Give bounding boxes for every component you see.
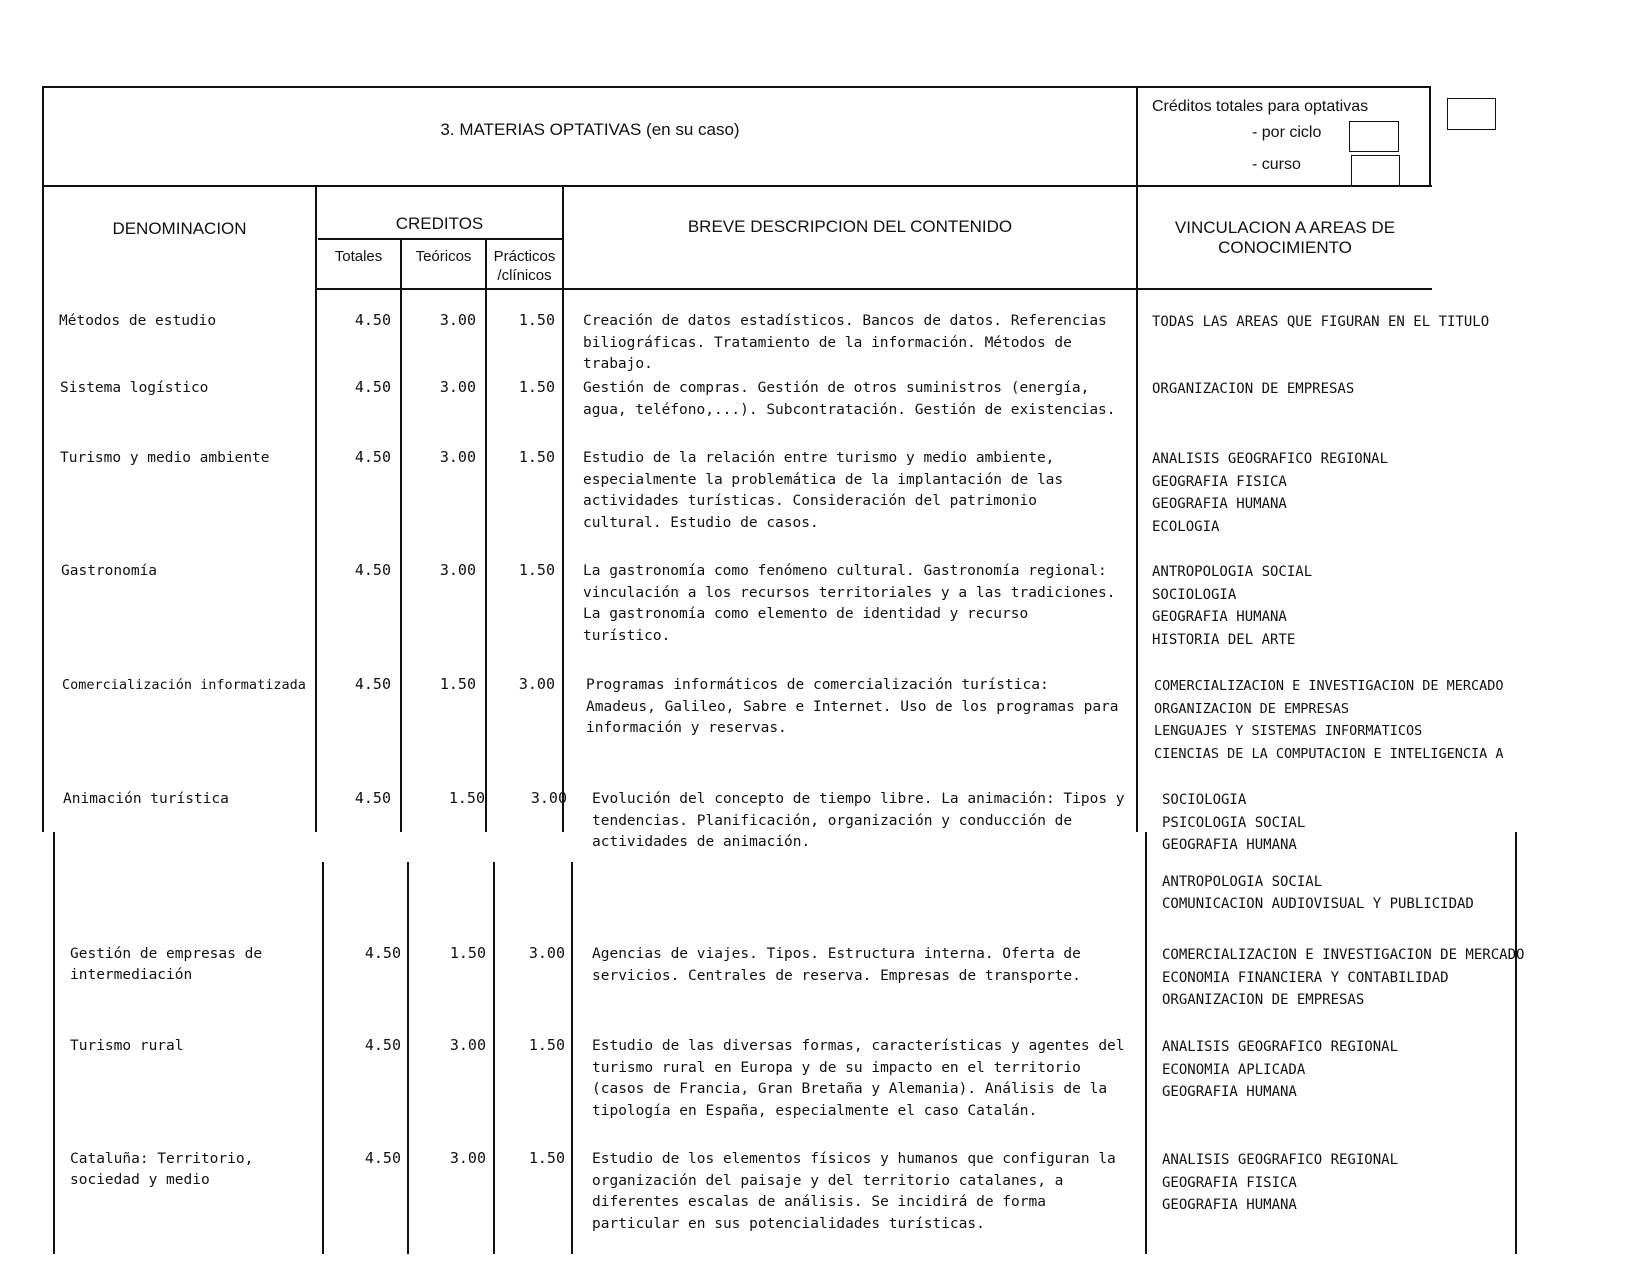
credits-total-box[interactable] [1447, 98, 1496, 130]
credits-total-label: Créditos totales para optativas [1152, 98, 1369, 115]
creditos-header: CREDITOS [395, 214, 484, 233]
row-areas [1162, 789, 1542, 916]
row-desc: Agencias de viajes. Tipos. Estructura interna. Oferta de servicios. Centrales de reserva. Empresas de transporte. [592, 946, 1081, 984]
row-teoricos: 1.50 [439, 675, 476, 693]
row-practicos: 1.50 [518, 311, 555, 329]
credits-por-ciclo-label: - por ciclo [1252, 124, 1322, 141]
area-item: TODAS LAS AREAS QUE FIGURAN EN EL TITULO [1152, 314, 1490, 330]
teoricos-header: Teóricos [415, 248, 472, 265]
area-item: ANALISIS GEOGRAFICO REGIONAL [1162, 1152, 1399, 1168]
area-item: GEOGRAFIA HUMANA [1152, 496, 1287, 512]
row-name-turismo-rural: Turismo rural [70, 1038, 184, 1054]
row-desc: Estudio de las diversas formas, características y agentes del turismo rural en Europa y de su impacto en el territorio (casos de Francia, Gran Bretaña y Alemania). Análisis de la tipología en España, especialmente el caso Catalán. [592, 1038, 1125, 1119]
row-practicos: 1.50 [518, 378, 555, 396]
col-sep-practicos-lower [571, 862, 573, 1254]
col-sep-totales [400, 239, 402, 832]
row-name-animacion: Animación turística [63, 791, 229, 807]
row-practicos: 1.50 [528, 1036, 565, 1054]
practicos-header-2: /clínicos [497, 267, 552, 284]
row-teoricos: 3.00 [439, 448, 476, 466]
section-title: 3. MATERIAS OPTATIVAS (en su caso) [440, 120, 740, 139]
row-totales: 4.50 [354, 378, 391, 396]
area-item: ECONOMIA FINANCIERA Y CONTABILIDAD [1162, 969, 1449, 986]
row-name-gastronomia: Gastronomía [61, 563, 158, 579]
area-item: PSICOLOGIA SOCIAL [1162, 814, 1306, 831]
area-item: GEOGRAFIA HUMANA [1162, 1197, 1297, 1213]
row-totales: 4.50 [364, 1149, 401, 1167]
col-sep-teoricos [485, 239, 487, 832]
row-practicos: 1.50 [528, 1149, 565, 1167]
vinculacion-header-2: CONOCIMIENTO [1218, 238, 1352, 257]
row-areas [1152, 311, 1532, 334]
area-item: CIENCIAS DE LA COMPUTACION E INTELIGENCIA A [1154, 745, 1504, 762]
row-areas [1152, 448, 1532, 538]
row-totales: 4.50 [354, 448, 391, 466]
area-item: SOCIOLOGIA [1152, 586, 1237, 603]
row-desc: Gestión de compras. Gestión de otros suministros (energía, agua, teléfono,...). Subcontratación. Gestión de existencias. [583, 380, 1116, 418]
row-totales: 4.50 [354, 789, 391, 807]
area-item: ANALISIS GEOGRAFICO REGIONAL [1162, 1039, 1399, 1055]
row-teoricos: 3.00 [439, 378, 476, 396]
row-desc: Estudio de la relación entre turismo y medio ambiente, especialmente la problemática de la implantación de las actividades turísticas. Consideración del patrimonio cultural. Estudio de casos. [583, 450, 1064, 531]
row-name-metodos: Métodos de estudio [59, 313, 217, 329]
col-sep-totales-lower [407, 862, 409, 1254]
row-desc: La gastronomía como fenómeno cultural. Gastronomía regional: vinculación a los recursos territoriales y a las tradiciones. La gastronomía como elemento de identidad y recurso turístico. [583, 563, 1116, 644]
table-right-border [1429, 86, 1431, 186]
row-practicos: 1.50 [518, 561, 555, 579]
vinculacion-header-1: VINCULACION A AREAS DE [1174, 218, 1396, 237]
table-top-border [42, 86, 1430, 88]
col-sep-name [315, 186, 317, 832]
area-item [1162, 857, 1542, 871]
row-areas [1162, 1036, 1542, 1104]
area-item: ORGANIZACION DE EMPRESAS [1154, 700, 1350, 717]
credits-por-ciclo-box[interactable] [1349, 121, 1399, 152]
row-areas [1154, 675, 1534, 765]
col-sep-name-lower [322, 862, 324, 1254]
area-item: ANTROPOLOGIA SOCIAL [1162, 873, 1323, 890]
area-item: GEOGRAFIA FISICA [1152, 473, 1287, 490]
row-name-turismo-medio: Turismo y medio ambiente [60, 450, 270, 466]
row-totales: 4.50 [354, 561, 391, 579]
row-name-intermediacion: Gestión de empresas de intermediación [70, 946, 263, 983]
row-name-comercializacion: Comercialización informatizada [62, 677, 306, 693]
row-name-logistico: Sistema logístico [60, 380, 209, 396]
row-teoricos: 3.00 [439, 561, 476, 579]
row-teoricos: 3.00 [449, 1149, 486, 1167]
row-desc: Programas informáticos de comercialización turística: Amadeus, Galileo, Sabre e Internet. Uso de los programas para información y reservas. [586, 677, 1119, 736]
header-bottom-line [42, 185, 1432, 187]
creditos-split-line [318, 238, 562, 240]
credits-curso-label: - curso [1252, 156, 1301, 173]
row-teoricos: 3.00 [439, 311, 476, 329]
table-left-border [42, 86, 44, 832]
table-left-border-lower [53, 832, 55, 1254]
col-sep-teoricos-lower [493, 862, 495, 1254]
row-desc: Evolución del concepto de tiempo libre. La animación: Tipos y tendencias. Planificación, organización y conducción de actividades de animación. [592, 791, 1125, 850]
col-sep-desc-lower [1145, 832, 1147, 1254]
row-desc: Creación de datos estadísticos. Bancos de datos. Referencias biliográficas. Tratamiento de la información. Métodos de trabajo. [583, 313, 1107, 372]
row-totales: 4.50 [354, 675, 391, 693]
area-item: ORGANIZACION DE EMPRESAS [1152, 381, 1355, 397]
row-practicos: 3.00 [530, 789, 567, 807]
area-item: GEOGRAFIA HUMANA [1162, 837, 1297, 853]
area-item: ANALISIS GEOGRAFICO REGIONAL [1152, 451, 1389, 467]
area-item: COMERCIALIZACION E INVESTIGACION DE MERCADO [1154, 678, 1504, 694]
row-totales: 4.50 [364, 944, 401, 962]
denominacion-header: DENOMINACION [112, 219, 247, 238]
row-areas [1152, 561, 1532, 651]
row-totales: 4.50 [354, 311, 391, 329]
row-practicos: 3.00 [528, 944, 565, 962]
area-item: GEOGRAFIA HUMANA [1152, 609, 1287, 625]
row-teoricos: 1.50 [448, 789, 485, 807]
row-desc: Estudio de los elementos físicos y humanos que configuran la organización del paisaje y del territorio catalanes, a diferentes escalas de análisis. Se incidirá de forma particular en sus potencialidades turísticas. [592, 1151, 1116, 1232]
area-item: SOCIOLOGIA [1162, 792, 1247, 808]
descripcion-header: BREVE DESCRIPCION DEL CONTENIDO [687, 217, 1013, 236]
row-teoricos: 3.00 [449, 1036, 486, 1054]
row-totales: 4.50 [364, 1036, 401, 1054]
row-name-cataluna: Cataluña: Territorio, sociedad y medio [70, 1151, 254, 1188]
area-item: GEOGRAFIA FISICA [1162, 1174, 1297, 1191]
row-practicos: 1.50 [518, 448, 555, 466]
row-areas [1162, 1149, 1542, 1217]
area-item: COMERCIALIZACION E INVESTIGACION DE MERCADO [1162, 947, 1525, 963]
area-item: LENGUAJES Y SISTEMAS INFORMATICOS [1154, 723, 1423, 739]
row-areas [1152, 378, 1532, 401]
col-sep-desc [1136, 86, 1138, 832]
practicos-header-1: Prácticos [493, 248, 556, 265]
area-item: COMUNICACION AUDIOVISUAL Y PUBLICIDAD [1162, 896, 1474, 912]
col-sep-practicos [562, 186, 564, 832]
area-item: ANTROPOLOGIA SOCIAL [1152, 564, 1313, 580]
row-areas [1162, 944, 1542, 1012]
row-practicos: 3.00 [518, 675, 555, 693]
row-teoricos: 1.50 [449, 944, 486, 962]
area-item: HISTORIA DEL ARTE [1152, 631, 1296, 648]
totales-header: Totales [334, 248, 383, 265]
area-item: ORGANIZACION DE EMPRESAS [1162, 992, 1365, 1008]
area-item: GEOGRAFIA HUMANA [1162, 1084, 1297, 1100]
credits-curso-box[interactable] [1351, 155, 1400, 186]
area-item: ECONOMIA APLICADA [1162, 1061, 1306, 1078]
area-item: ECOLOGIA [1152, 518, 1220, 535]
subheader-bottom-line [316, 288, 1432, 290]
